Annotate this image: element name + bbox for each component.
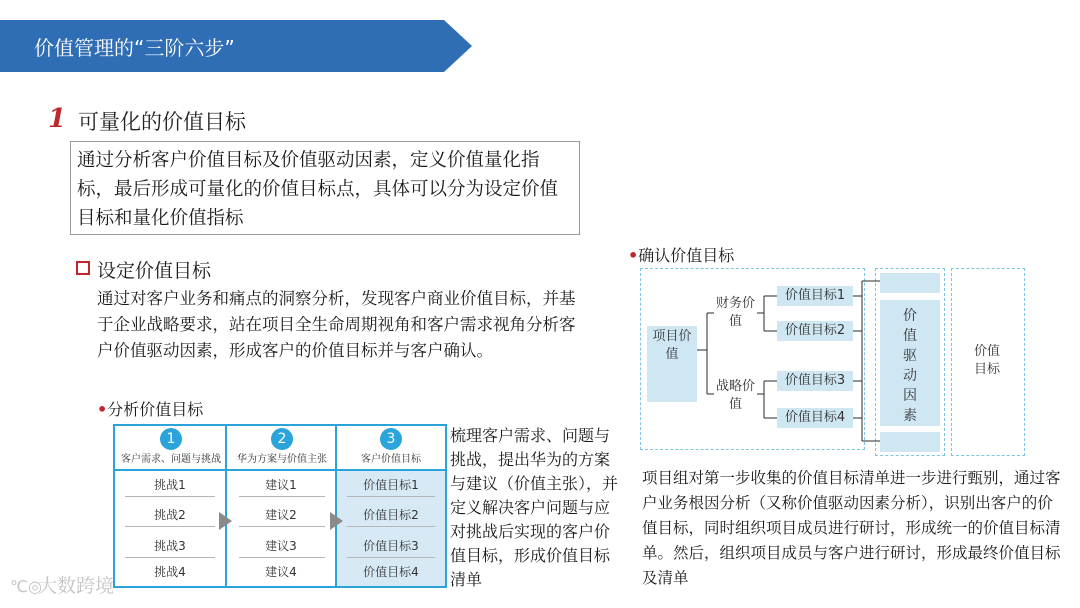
- confirm-title-text: 确认价值目标: [638, 246, 735, 265]
- branch-node-finance: 财务价值: [715, 296, 755, 329]
- project-value-node: 项目价值: [647, 326, 697, 402]
- proposal-item: 建议1: [265, 478, 297, 492]
- watermark: [10, 571, 114, 598]
- banner-title: 价值管理的“三阶六步”: [34, 36, 235, 60]
- step-circle-3: 3: [380, 428, 402, 450]
- value-goal-item: 价值目标3: [363, 539, 419, 553]
- challenge-item: 挑战1: [154, 478, 186, 492]
- value-driver-block: 价值驱动因素: [880, 300, 940, 426]
- bullet-dot-icon: •: [97, 400, 108, 419]
- column-label-1: 客户需求、问题与挑战: [121, 454, 221, 465]
- branch-node-strategy: 战略价值: [715, 379, 755, 412]
- summary-box: 通过分析客户价值目标及价值驱动因素，定义价值量化指标，最后形成可量化的价值目标点，具体可以分为设定价值目标和量化价值指标: [70, 141, 580, 235]
- section-number: 1: [48, 104, 67, 134]
- proposal-item: 建议2: [265, 508, 297, 522]
- driver-block-top: [880, 273, 940, 293]
- column-label-3: 客户价值目标: [361, 454, 421, 465]
- value-goal-leaf: 价值目标4: [777, 408, 853, 428]
- driver-block-bottom: [880, 432, 940, 452]
- value-goal-leaf: 价值目标3: [777, 371, 853, 391]
- proposal-item: 建议4: [265, 565, 297, 579]
- value-goal-leaf: 价值目标2: [777, 321, 853, 341]
- proposal-item: 建议3: [265, 539, 297, 553]
- value-goal-label: 价值目标: [973, 344, 1000, 377]
- value-goal-item: 价值目标4: [363, 565, 419, 579]
- confirm-description: 项目组对第一步收集的价值目标清单进一步进行甄别，通过客户业务根因分析（又称价值驱动因素分析），识别出客户的价值目标，同时组织项目成员进行研讨，形成统一的价值目标清单。然后，组织项目成员与客户进行研讨，形成最终价值目标及清单: [642, 469, 1061, 587]
- challenge-item: 挑战3: [154, 539, 186, 553]
- challenge-item: 挑战2: [154, 508, 186, 522]
- value-goal-item: 价值目标1: [363, 478, 419, 492]
- step-circle-2: 2: [271, 428, 293, 450]
- watermark-text: 大数跨境: [38, 575, 115, 597]
- value-goal-item: 价值目标2: [363, 508, 419, 522]
- watermark-logo-icon: ℃◎: [10, 577, 42, 596]
- section-title: 可量化的价值目标: [78, 110, 246, 134]
- set-goal-title: 设定价值目标: [97, 260, 212, 282]
- column-label-2: 华为方案与价值主张: [237, 454, 327, 465]
- set-goal-description: 通过对客户业务和痛点的洞察分析，发现客户商业价值目标，并基于企业战略要求，站在项目全生命周期视角和客户需求视角分析客户价值驱动因素，形成客户的价值目标并与客户确认。: [97, 289, 576, 360]
- challenge-item: 挑战4: [154, 565, 186, 579]
- step-circle-1: 1: [160, 428, 182, 450]
- analysis-title-text: 分析价值目标: [107, 400, 204, 419]
- value-goal-leaf: 价值目标1: [777, 286, 853, 306]
- bullet-dot-icon: •: [628, 246, 639, 265]
- analysis-description: 梳理客户需求、问题与挑战，提出华为的方案与建议（价值主张），并定义解决客户问题与应对挑战后实现的客户价值目标，形成价值目标清单: [450, 426, 619, 589]
